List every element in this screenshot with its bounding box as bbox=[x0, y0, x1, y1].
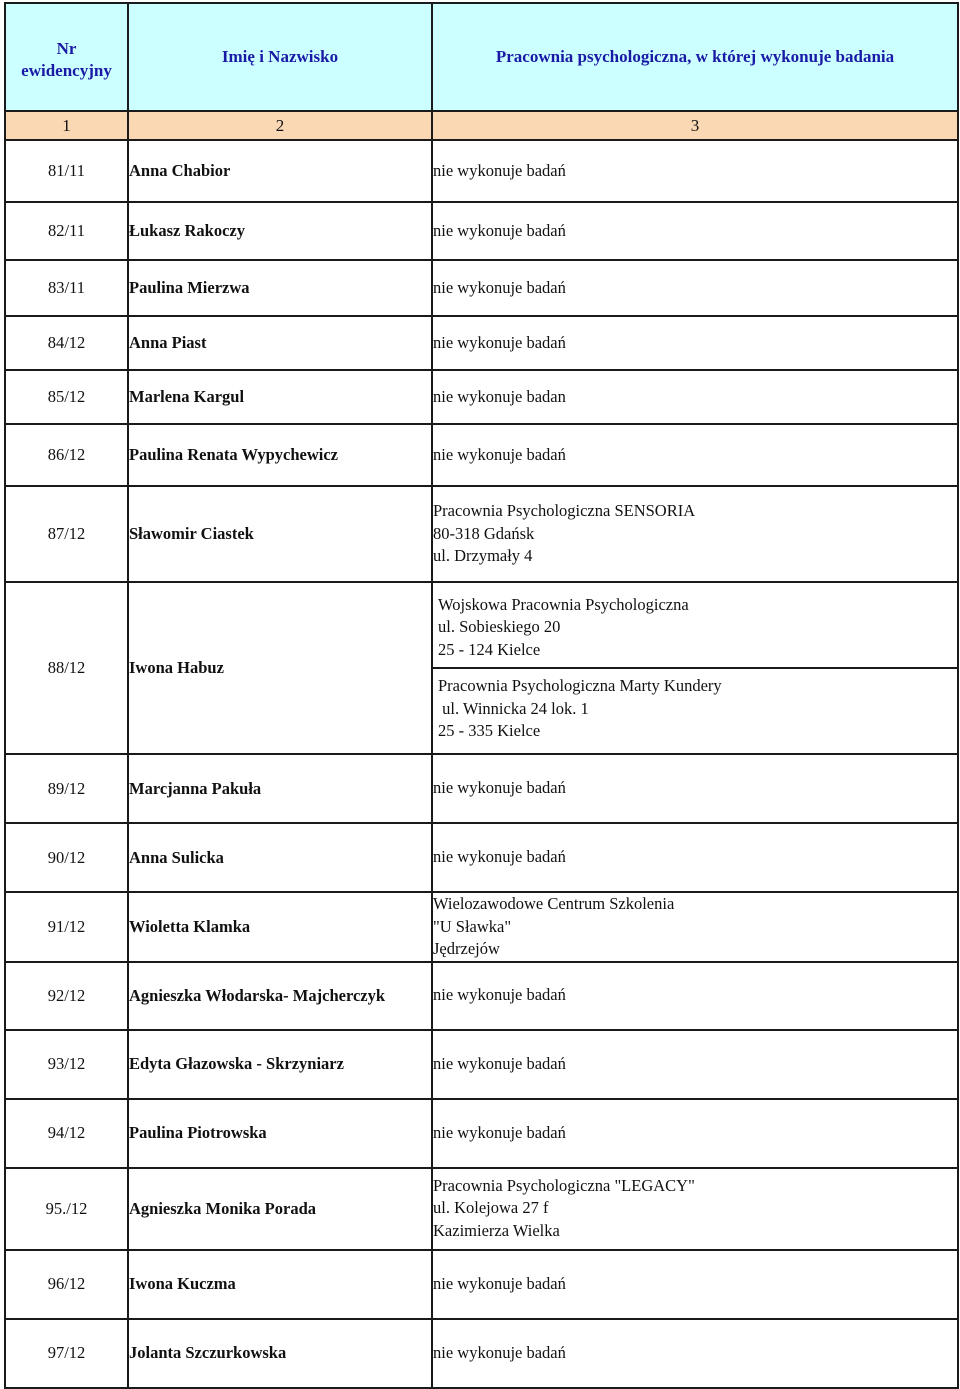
full-name-cell: Jolanta Szczurkowska bbox=[128, 1319, 432, 1388]
full-name-cell: Agnieszka Monika Porada bbox=[128, 1168, 432, 1250]
lab-line: Pracownia Psychologiczna SENSORIA bbox=[433, 501, 696, 521]
registry-number-cell: 88/12 bbox=[5, 582, 128, 754]
full-name-cell: Marlena Kargul bbox=[128, 370, 432, 424]
lab-line: Pracownia Psychologiczna Marty Kundery bbox=[438, 676, 722, 695]
table-row bbox=[5, 140, 958, 202]
full-name-cell: Łukasz Rakoczy bbox=[128, 202, 432, 260]
registry-number-cell: 82/11 bbox=[5, 202, 128, 260]
lab-line: ul. Kolejowa 27 f bbox=[433, 1198, 549, 1218]
lab-line: Jędrzejów bbox=[433, 939, 500, 958]
table-row bbox=[5, 486, 958, 582]
table-row bbox=[5, 962, 958, 1030]
registry-number-cell: 96/12 bbox=[5, 1250, 128, 1319]
full-name-cell: Marcjanna Pakuła bbox=[128, 754, 432, 823]
registry-table bbox=[4, 2, 959, 1389]
lab-line: nie wykonuje badań bbox=[433, 220, 566, 240]
table-row bbox=[5, 1099, 958, 1168]
column-index-1: 1 bbox=[5, 111, 128, 140]
lab-cell bbox=[432, 140, 958, 202]
lab-cell bbox=[432, 962, 958, 1030]
lab-line: ul. Sobieskiego 20 bbox=[438, 617, 561, 636]
lab-line: Wielozawodowe Centrum Szkolenia bbox=[433, 894, 675, 913]
header-lab: Pracownia psychologiczna, w której wykonuje badania bbox=[432, 3, 958, 111]
full-name-cell: Iwona Kuczma bbox=[128, 1250, 432, 1319]
registry-number-cell: 94/12 bbox=[5, 1099, 128, 1168]
lab-line: nie wykonuje badań bbox=[433, 847, 566, 867]
column-index-row bbox=[5, 111, 958, 140]
table-row bbox=[5, 754, 958, 823]
registry-number-cell: 97/12 bbox=[5, 1319, 128, 1388]
lab-cell bbox=[432, 582, 958, 754]
lab-cell bbox=[432, 892, 958, 962]
lab-line: 25 - 124 Kielce bbox=[438, 639, 541, 659]
table-row bbox=[5, 370, 958, 424]
full-name-cell: Edyta Głazowska - Skrzyniarz bbox=[128, 1030, 432, 1099]
lab-line: nie wykonuje badań bbox=[433, 1053, 566, 1073]
full-name-cell: Sławomir Ciastek bbox=[128, 486, 432, 582]
full-name-cell: Paulina Piotrowska bbox=[128, 1099, 432, 1168]
lab-entry bbox=[433, 667, 957, 749]
registry-number-cell: 92/12 bbox=[5, 962, 128, 1030]
table-row bbox=[5, 1319, 958, 1388]
full-name-cell: Iwona Habuz bbox=[128, 582, 432, 754]
registry-number-cell: 90/12 bbox=[5, 823, 128, 892]
table-row bbox=[5, 892, 958, 962]
table-row bbox=[5, 316, 958, 370]
table-row bbox=[5, 582, 958, 754]
header-full-name: Imię i Nazwisko bbox=[128, 3, 432, 111]
registry-number-cell: 84/12 bbox=[5, 316, 128, 370]
lab-cell bbox=[432, 486, 958, 582]
registry-number-cell: 91/12 bbox=[5, 892, 128, 962]
lab-cell bbox=[432, 1168, 958, 1250]
table-row bbox=[5, 202, 958, 260]
lab-line: ul. Drzymały 4 bbox=[433, 546, 533, 566]
registry-number-cell: 87/12 bbox=[5, 486, 128, 582]
lab-line: nie wykonuje badań bbox=[433, 332, 566, 352]
full-name-cell: Agnieszka Włodarska- Majcherczyk bbox=[128, 962, 432, 1030]
lab-line: nie wykonuje badań bbox=[433, 1273, 566, 1293]
table-row bbox=[5, 260, 958, 316]
full-name-cell: Anna Chabior bbox=[128, 140, 432, 202]
table-row bbox=[5, 823, 958, 892]
lab-line: "U Sławka" bbox=[433, 916, 512, 936]
table-row bbox=[5, 424, 958, 486]
table-row bbox=[5, 1250, 958, 1319]
lab-cell bbox=[432, 823, 958, 892]
lab-entry bbox=[433, 588, 957, 668]
registry-number-cell: 95./12 bbox=[5, 1168, 128, 1250]
lab-cell bbox=[432, 424, 958, 486]
registry-number-cell: 85/12 bbox=[5, 370, 128, 424]
lab-cell bbox=[432, 1030, 958, 1099]
lab-line: nie wykonuje badań bbox=[433, 778, 566, 798]
table-header bbox=[5, 3, 958, 111]
registry-number-cell: 89/12 bbox=[5, 754, 128, 823]
registry-number-cell: 83/11 bbox=[5, 260, 128, 316]
lab-cell bbox=[432, 1099, 958, 1168]
lab-line: nie wykonuje badań bbox=[433, 1122, 566, 1142]
lab-cell bbox=[432, 260, 958, 316]
full-name-cell: Wioletta Klamka bbox=[128, 892, 432, 962]
column-index-2: 2 bbox=[128, 111, 432, 140]
full-name-cell: Paulina Renata Wypychewicz bbox=[128, 424, 432, 486]
column-index-3: 3 bbox=[432, 111, 958, 140]
lab-line: nie wykonuje badań bbox=[433, 444, 566, 464]
table-row bbox=[5, 1168, 958, 1250]
lab-line: nie wykonuje badań bbox=[433, 985, 566, 1005]
registry-number-cell: 86/12 bbox=[5, 424, 128, 486]
lab-line: 25 - 335 Kielce bbox=[438, 721, 541, 740]
header-nr-line1: Nr bbox=[56, 39, 77, 58]
lab-line: nie wykonuje badan bbox=[433, 386, 566, 406]
full-name-cell: Paulina Mierzwa bbox=[128, 260, 432, 316]
header-nr-line2: ewidencyjny bbox=[21, 61, 112, 80]
lab-cell bbox=[432, 316, 958, 370]
lab-line: Wojskowa Pracownia Psychologiczna bbox=[438, 594, 689, 614]
lab-cell bbox=[432, 202, 958, 260]
header-registry-number bbox=[5, 3, 128, 111]
lab-cell bbox=[432, 1250, 958, 1319]
lab-line: nie wykonuje badań bbox=[433, 1342, 566, 1362]
lab-line: 80-318 Gdańsk bbox=[433, 523, 535, 543]
lab-line: Pracownia Psychologiczna "LEGACY" bbox=[433, 1175, 695, 1195]
lab-line: ul. Winnicka 24 lok. 1 bbox=[438, 698, 589, 718]
full-name-cell: Anna Piast bbox=[128, 316, 432, 370]
lab-cell bbox=[432, 1319, 958, 1388]
lab-line: Kazimierza Wielka bbox=[433, 1220, 560, 1240]
lab-cell bbox=[432, 754, 958, 823]
lab-line: nie wykonuje badań bbox=[433, 277, 566, 297]
lab-line: nie wykonuje badań bbox=[433, 160, 566, 180]
registry-number-cell: 93/12 bbox=[5, 1030, 128, 1099]
full-name-cell: Anna Sulicka bbox=[128, 823, 432, 892]
table-body bbox=[5, 111, 958, 1388]
lab-cell bbox=[432, 370, 958, 424]
registry-number-cell: 81/11 bbox=[5, 140, 128, 202]
table-row bbox=[5, 1030, 958, 1099]
